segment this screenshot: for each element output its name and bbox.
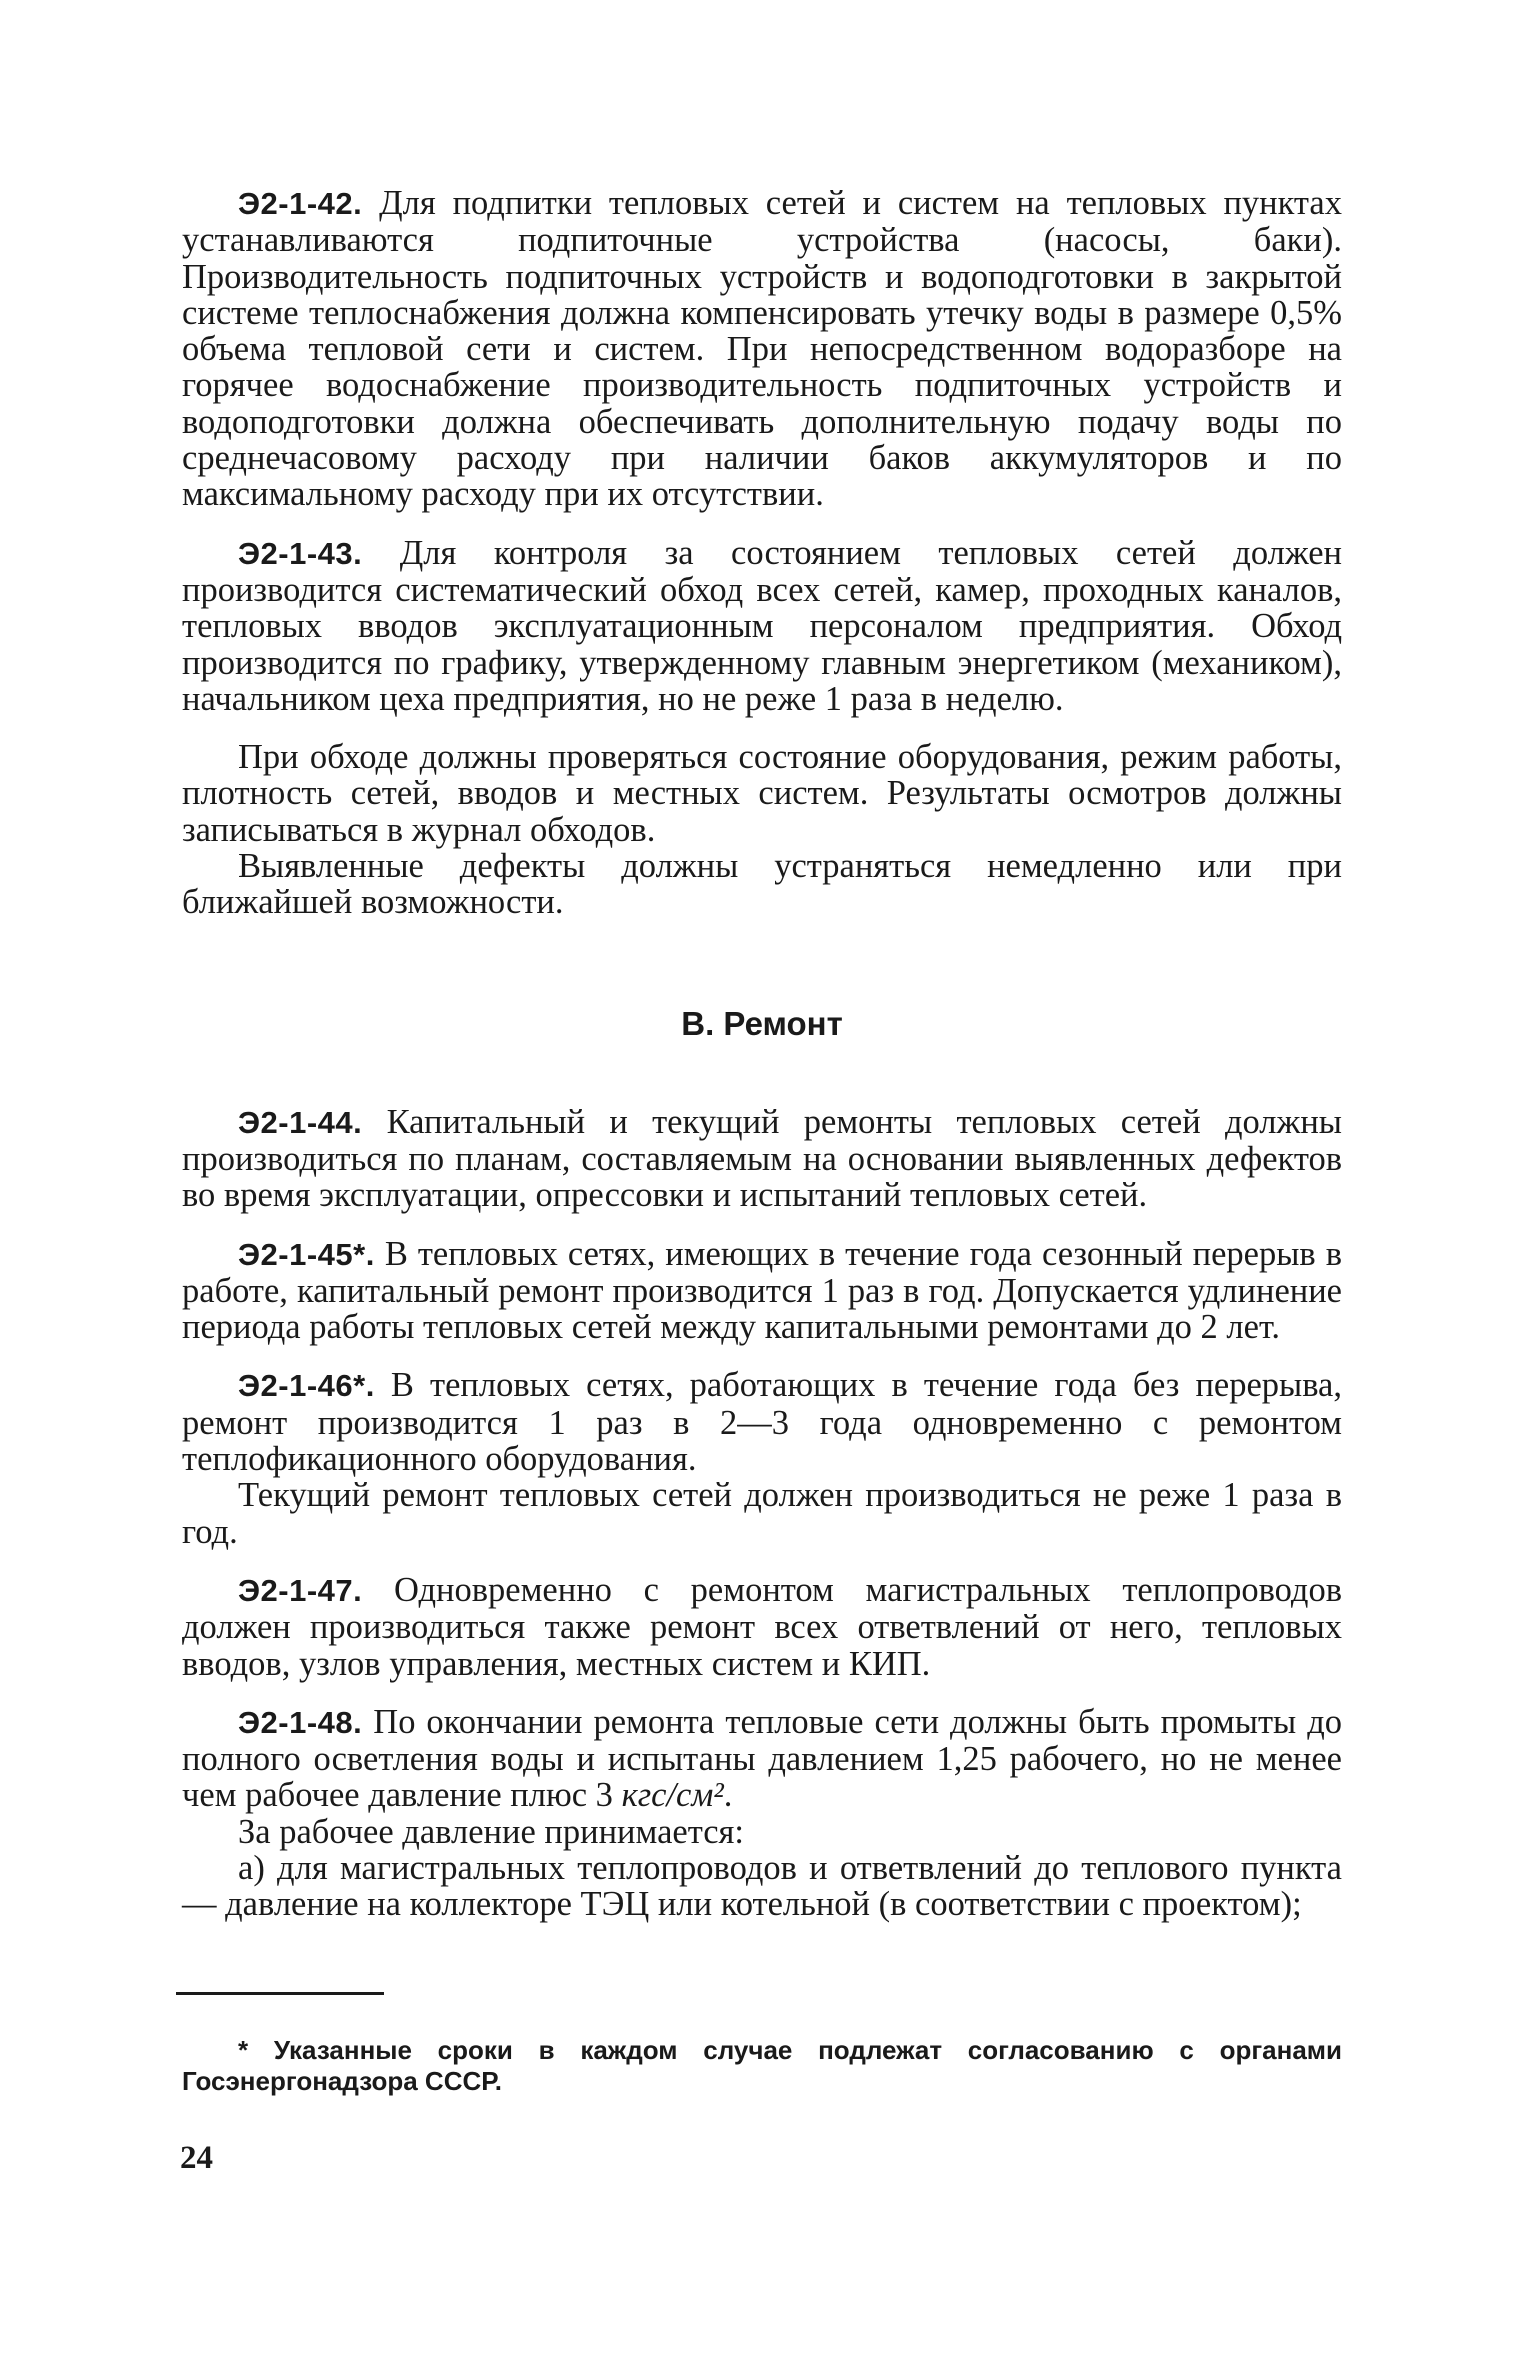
clause-number: Э2-1-46*. bbox=[238, 1368, 375, 1404]
footnote-divider bbox=[176, 1992, 384, 1995]
clause-text: По окончании ремонта тепловые сети должны быть промыты до полного осветления воды и испытаны давлением 1,25 рабочего, но не менее чем рабочее давление плюс 3 bbox=[182, 1702, 1342, 1815]
clause-number: Э2-1-42. bbox=[238, 186, 363, 221]
clause-e2-1-46 bbox=[182, 1367, 1342, 1477]
clause-e2-1-45 bbox=[182, 1236, 1342, 1346]
clause-end: . bbox=[723, 1776, 733, 1815]
page-number: 24 bbox=[180, 2140, 213, 2176]
clause-e2-1-47 bbox=[182, 1572, 1342, 1682]
clause-text: Для подпитки тепловых сетей и систем на тепловых пунктах устанавливаются подпиточные устройства (насосы, баки). Производительность подпиточных устройств и водоподготовки в закрытой системе теплоснабжения должна компенсировать утечку воды в размере 0,5% объема тепловой сети и систем. При непосредственном водоразборе на горячее водоснабжение производительность подпиточных устройств и водоподготовки должна обеспечивать дополнительную подачу воды по среднечасовому расходу при наличии баков аккумуляторов и по максимальному расходу при их отсутствии. bbox=[182, 184, 1342, 514]
clause-number: Э2-1-47. bbox=[238, 1572, 363, 1608]
clause-text: Одновременно с ремонтом магистральных теплопроводов должен производиться также ремонт всех ответвлений от него, тепловых вводов, узлов управления, местных систем и КИП. bbox=[182, 1570, 1342, 1683]
clause-text: Для контроля за состоянием тепловых сетей должен производится систематический обход всех сетей, камер, проходных каналов, тепловых вводов эксплуатационным персоналом предприятия. Обход производится по графику, утвержденному главным энергетиком (механиком), начальником цеха предприятия, но не реже 1 раза в неделю. bbox=[182, 533, 1342, 718]
clause-e2-1-42 bbox=[182, 185, 1342, 513]
clause-text: В тепловых сетях, имеющих в течение года сезонный перерыв в работе, капитальный ремонт производится 1 раз в год. Допускается удлинение периода работы тепловых сетей между капитальными ремонтами до 2 лет. bbox=[182, 1234, 1342, 1347]
clause-e2-1-44 bbox=[182, 1104, 1342, 1214]
paragraph-current-repair: Текущий ремонт тепловых сетей должен производиться не реже 1 раза в год. bbox=[182, 1476, 1342, 1551]
paragraph-working-pressure: За рабочее давление принимается: bbox=[238, 1812, 744, 1851]
clause-number: Э2-1-48. bbox=[238, 1704, 363, 1740]
clause-number: Э2-1-43. bbox=[238, 535, 363, 571]
footnote: * Указанные сроки в каждом случае подлежат согласованию с органами Госэнергонадзора СССР. bbox=[182, 2035, 1342, 2096]
clause-text: Капитальный и текущий ремонты тепловых сетей должны производиться по планам, составляемым на основании выявленных дефектов во время эксплуатации, опрессовки и испытаний тепловых сетей. bbox=[182, 1102, 1342, 1215]
section-title: В. Ремонт bbox=[681, 1004, 843, 1042]
paragraph-item-a: а) для магистральных теплопроводов и ответвлений до теплового пункта — давление на коллекторе ТЭЦ или котельной (в соответствии с проектом); bbox=[182, 1848, 1342, 1924]
paragraph-inspection: При обходе должны проверяться состояние оборудования, режим работы, плотность сетей, вводов и местных систем. Результаты осмотров должны записываться в журнал обходов. bbox=[182, 738, 1342, 849]
clause-e2-1-48 bbox=[182, 1704, 1342, 1814]
clause-number: Э2-1-44. bbox=[238, 1104, 363, 1140]
clause-e2-1-43 bbox=[182, 535, 1342, 717]
pressure-unit: кгс/см² bbox=[621, 1776, 724, 1815]
clause-text: В тепловых сетях, работающих в течение года без перерыва, ремонт производится 1 раз в 2—3 года одновременно с ремонтом теплофикационного оборудования. bbox=[182, 1366, 1342, 1479]
clause-number: Э2-1-45*. bbox=[238, 1236, 375, 1272]
document-page bbox=[182, 185, 1342, 1923]
paragraph-defects: Выявленные дефекты должны устраняться немедленно или при ближайшей возможности. bbox=[182, 847, 1342, 922]
